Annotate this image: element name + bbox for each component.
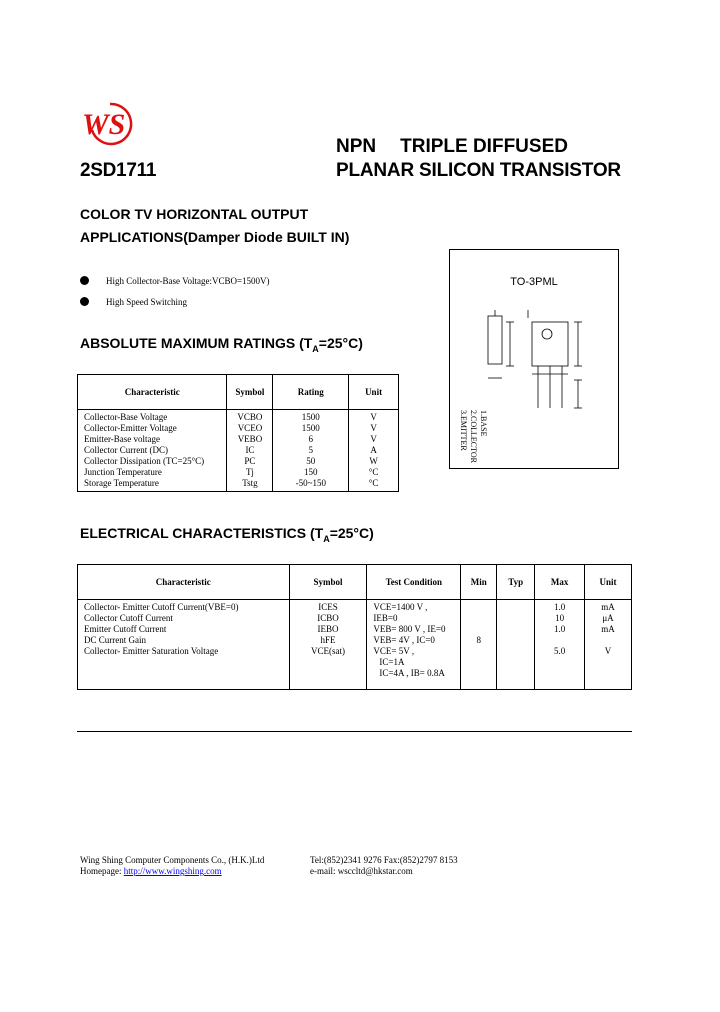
table-header: Rating [273,375,349,410]
title-process: TRIPLE DIFFUSED [400,136,568,157]
elec-table [77,564,632,690]
table-header-row [78,565,632,600]
table-row: Storage Temperature Tstg -50~150 °C [78,478,399,492]
table-row: Collector Current (DC) IC 5 A [78,445,399,456]
table-row: Collector Cutoff Current ICBO IEB=0 10 μA [78,613,632,624]
application-line-2: APPLICATIONS(Damper Diode BUILT IN) [80,229,350,245]
footer-tel: Tel:(852)2341 9276 Fax:(852)2797 8153 [310,855,458,865]
pin-2: 2.COLLECTOR [469,410,478,463]
table-header: Characteristic [78,375,227,410]
part-number: 2SD1711 [80,160,157,181]
table-header: Symbol [227,375,273,410]
table-row: Collector-Emitter Voltage VCEO 1500 V [78,423,399,434]
feature-item: High Collector-Base Voltage:VCBO=1500V) [80,276,270,286]
table-header-row [78,375,399,410]
application-line-1: COLOR TV HORIZONTAL OUTPUT [80,206,309,222]
package-label: TO-3PML [510,276,558,288]
table-header: Max [535,565,585,600]
bullet-icon [80,276,89,285]
table-row: IC=1A [78,657,632,668]
footer-email: e-mail: wsccltd@hkstar.com [310,866,413,876]
table-row: Junction Temperature Tj 150 °C [78,467,399,478]
abs-max-table [77,374,399,492]
title-type: NPN [336,136,377,157]
table-header: Min [461,565,497,600]
pin-1: 1.BASE [479,410,488,437]
table-row: Collector- Emitter Cutoff Current(VBE=0) ICES VCE=1400 V , 1.0 mA [78,600,632,614]
footer-homepage: Homepage: http://www.wingshing.com [80,866,222,876]
table-header: Symbol [289,565,367,600]
table-row: Collector Dissipation (TC=25°C) PC 50 W [78,456,399,467]
company-logo [80,100,142,146]
table-row: DC Current Gain hFE VEB= 4V , IC=0 8 [78,635,632,646]
footer-company: Wing Shing Computer Components Co., (H.K.)Ltd [80,855,265,865]
pin-list [459,410,524,463]
table-row: Collector- Emitter Saturation Voltage VCE(sat) VCE= 5V , 5.0 V [78,646,632,657]
table-header: Typ [497,565,535,600]
feature-item: High Speed Switching [80,297,187,307]
table-row: Emitter Cutoff Current IEBO VEB= 800 V , IE=0 1.0 mA [78,624,632,635]
elec-title: ELECTRICAL CHARACTERISTICS $(T_A=25^\circ C)$ [80,525,374,544]
footer-divider [77,731,632,732]
table-row: Emitter-Base voltage VEBO 6 V [78,434,399,445]
title-line-1 [336,136,568,158]
table-header: Characteristic [78,565,290,600]
table-header: Test Condition [367,565,461,600]
title-line-2: PLANAR SILICON TRANSISTOR [336,160,621,181]
table-row: IC=4A , IB= 0.8A [78,668,632,690]
homepage-link[interactable]: http://www.wingshing.com [123,866,222,876]
package-diagram [449,249,619,469]
pin-3: 3.EMITTER [459,410,468,451]
logo-text: WS [82,108,126,141]
table-header: Unit [349,375,399,410]
table-header: Unit [585,565,632,600]
abs-max-title: ABSOLUTE MAXIMUM RATINGS $(T_A=25^\circ C)$ [80,335,363,354]
bullet-icon [80,297,89,306]
table-row: Collector-Base Voltage VCBO 1500 V [78,410,399,424]
